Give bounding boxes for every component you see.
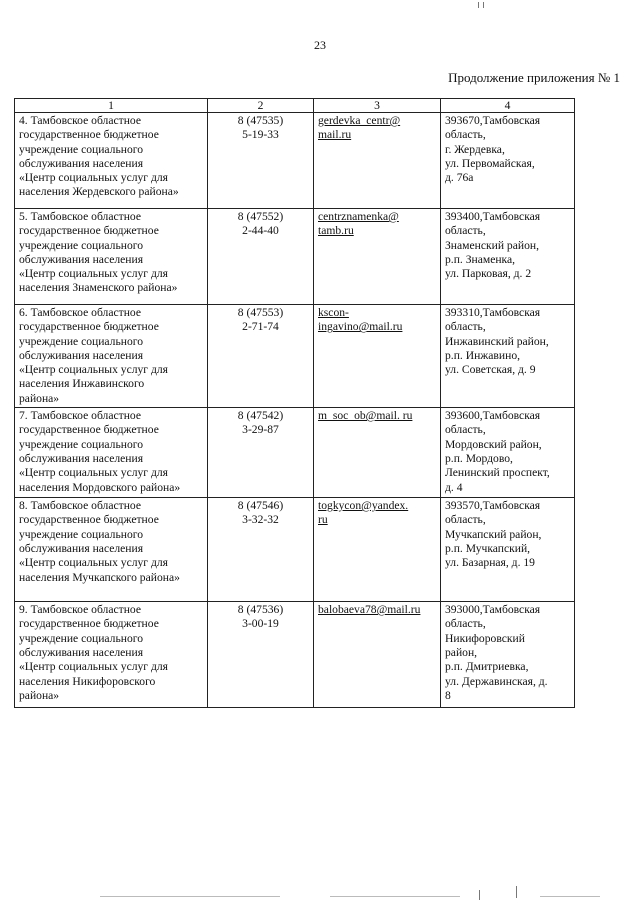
email-address: togkycon@yandex. ru: [314, 498, 441, 602]
header-col-4: 4: [441, 99, 575, 113]
header-row: [15, 99, 575, 113]
phone-number: 8 (47553) 2-71-74: [208, 305, 314, 408]
scan-artifact: [330, 896, 460, 897]
table-row: [15, 408, 575, 498]
postal-address: 393000,Тамбовская область, Никифоровский район, р.п. Дмитриевка, ул. Державинская, д. 8: [441, 602, 575, 708]
table-row: [15, 602, 575, 708]
phone-number: 8 (47542) 3-29-87: [208, 408, 314, 498]
phone-number: 8 (47535) 5-19-33: [208, 113, 314, 209]
scan-artifact: [478, 2, 479, 8]
email-address: m_soc_ob@mail. ru: [314, 408, 441, 498]
email-address: centrznamenka@ tamb.ru: [314, 209, 441, 305]
postal-address: 393670,Тамбовская область, г. Жердевка, ул. Первомайская, д. 76а: [441, 113, 575, 209]
organization-name: 5. Тамбовское областное государственное бюджетное учреждение социального обслуживания населения «Центр социальных услуг для населения Знаменского района»: [15, 209, 208, 305]
header-col-2: 2: [208, 99, 314, 113]
scan-artifact: [540, 896, 600, 897]
organization-name: 8. Тамбовское областное государственное бюджетное учреждение социального обслуживания населения «Центр социальных услуг для населения Мучкапского района»: [15, 498, 208, 602]
scan-artifact: [483, 2, 484, 8]
table-row: [15, 209, 575, 305]
email-address: kscon- ingavino@mail.ru: [314, 305, 441, 408]
table-row: [15, 113, 575, 209]
postal-address: 393600,Тамбовская область, Мордовский район, р.п. Мордово, Ленинский проспект, д. 4: [441, 408, 575, 498]
postal-address: 393570,Тамбовская область, Мучкапский район, р.п. Мучкапский, ул. Базарная, д. 19: [441, 498, 575, 602]
email-address: gerdevka_centr@ mail.ru: [314, 113, 441, 209]
table-row: [15, 305, 575, 408]
organizations-table: [14, 98, 575, 708]
appendix-caption: Продолжение приложения № 1: [448, 70, 620, 85]
scan-artifact: [516, 886, 517, 898]
phone-number: 8 (47536) 3-00-19: [208, 602, 314, 708]
header-col-1: 1: [15, 99, 208, 113]
organization-name: 4. Тамбовское областное государственное бюджетное учреждение социального обслуживания населения «Центр социальных услуг для населения Жердевского района»: [15, 113, 208, 209]
organization-name: 7. Тамбовское областное государственное бюджетное учреждение социального обслуживания населения «Центр социальных услуг для населения Мордовского района»: [15, 408, 208, 498]
scan-artifact: [479, 890, 480, 900]
organization-name: 9. Тамбовское областное государственное бюджетное учреждение социального обслуживания населения «Центр социальных услуг для населения Никифоровского района»: [15, 602, 208, 708]
header-col-3: 3: [314, 99, 441, 113]
phone-number: 8 (47546) 3-32-32: [208, 498, 314, 602]
organization-name: 6. Тамбовское областное государственное бюджетное учреждение социального обслуживания населения «Центр социальных услуг для населения Инжавинского района»: [15, 305, 208, 408]
phone-number: 8 (47552) 2-44-40: [208, 209, 314, 305]
table-row: [15, 498, 575, 602]
postal-address: 393310,Тамбовская область, Инжавинский район, р.п. Инжавино, ул. Советская, д. 9: [441, 305, 575, 408]
page-number: 23: [314, 38, 326, 52]
email-address: balobaeva78@mail.ru: [314, 602, 441, 708]
scan-artifact: [100, 896, 280, 897]
postal-address: 393400,Тамбовская область, Знаменский район, р.п. Знаменка, ул. Парковая, д. 2: [441, 209, 575, 305]
